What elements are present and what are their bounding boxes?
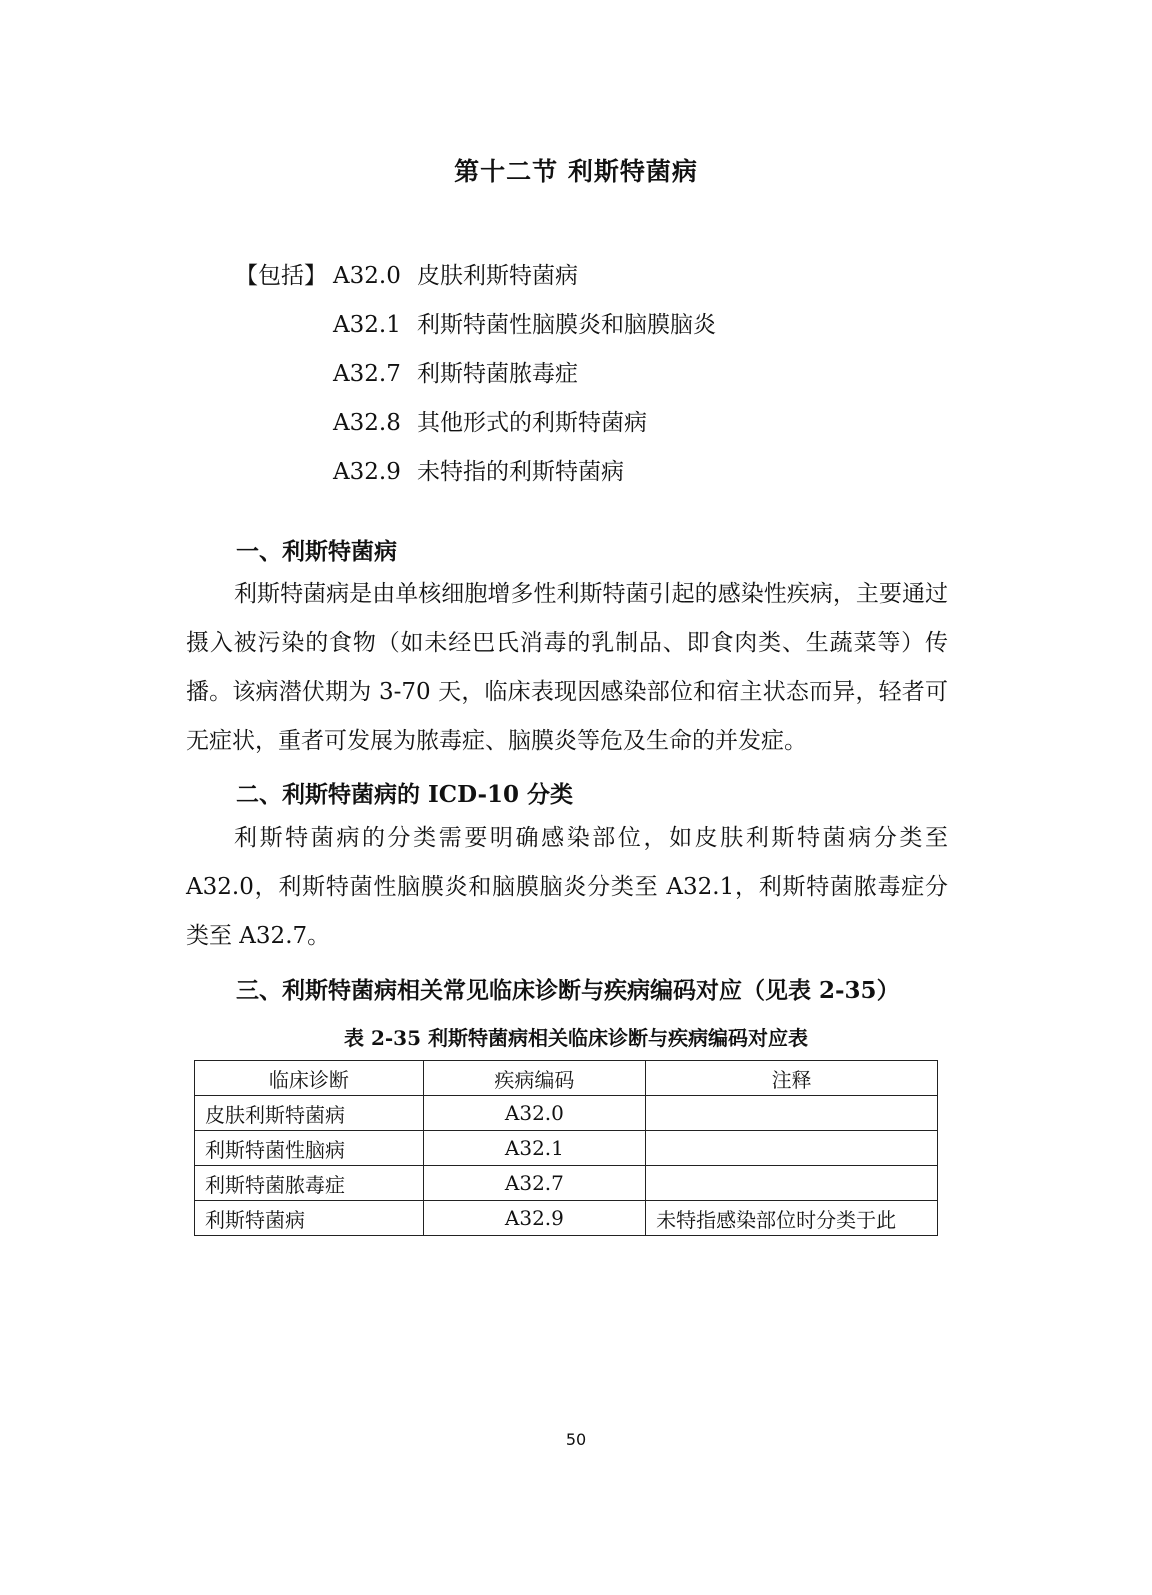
includes-name: 利斯特菌性脑膜炎和脑膜脑炎 (417, 312, 716, 338)
table-cell-note (646, 1166, 938, 1201)
table-cell-code: A32.7 (423, 1166, 645, 1201)
table-cell-code: A32.1 (423, 1131, 645, 1166)
includes-code: A32.0 (333, 263, 401, 289)
table-row (195, 1166, 938, 1201)
includes-code: A32.7 (333, 361, 401, 387)
table-cell-note (646, 1131, 938, 1166)
table-row (195, 1131, 938, 1166)
table-header-row (195, 1061, 938, 1096)
includes-code: A32.1 (333, 312, 401, 338)
table-row (195, 1201, 938, 1236)
includes-name: 利斯特菌脓毒症 (417, 361, 578, 387)
table-row (195, 1096, 938, 1131)
table-cell-code: A32.0 (423, 1096, 645, 1131)
section-heading-2: 二、利斯特菌病的 ICD-10 分类 (236, 781, 574, 808)
includes-item (235, 448, 716, 497)
section-heading-3: 三、利斯特菌病相关常见临床诊断与疾病编码对应（见表 2-35） (236, 977, 900, 1004)
section-paragraph-1: 利斯特菌病是由单核细胞增多性利斯特菌引起的感染性疾病，主要通过摄入被污染的食物（如未经巴氏消毒的乳制品、即食肉类、生蔬菜等）传播。该病潜伏期为 3-70 天，临床表现因感染部位和宿主状态而异，轻者可无症状，重者可发展为脓毒症、脑膜炎等危及生命的并发症。 (186, 581, 948, 754)
includes-name: 未特指的利斯特菌病 (417, 459, 624, 485)
section-title: 第十二节 利斯特菌病 (454, 157, 698, 186)
table-cell-note: 未特指感染部位时分类于此 (646, 1201, 938, 1236)
table-header-note: 注释 (646, 1061, 938, 1096)
includes-list (235, 252, 716, 497)
page-number: 50 (565, 1430, 587, 1449)
includes-code: A32.8 (333, 410, 401, 436)
section-heading-1: 一、利斯特菌病 (236, 538, 397, 565)
table-cell-diagnosis: 利斯特菌病 (195, 1201, 424, 1236)
includes-name: 皮肤利斯特菌病 (417, 263, 578, 289)
includes-code: A32.9 (333, 459, 401, 485)
includes-item (235, 399, 716, 448)
includes-item (235, 252, 716, 301)
includes-item (235, 350, 716, 399)
section-paragraph-2: 利斯特菌病的分类需要明确感染部位，如皮肤利斯特菌病分类至 A32.0，利斯特菌性脑膜炎和脑膜脑炎分类至 A32.1，利斯特菌脓毒症分类至 A32.7。 (186, 825, 948, 949)
includes-item (235, 301, 716, 350)
table-cell-diagnosis: 利斯特菌性脑病 (195, 1131, 424, 1166)
table-cell-code: A32.9 (423, 1201, 645, 1236)
includes-label: 【包括】 (235, 263, 327, 289)
diagnosis-code-table (194, 1060, 938, 1236)
table-cell-note (646, 1096, 938, 1131)
table-header-diagnosis: 临床诊断 (195, 1061, 424, 1096)
table-cell-diagnosis: 皮肤利斯特菌病 (195, 1096, 424, 1131)
table-cell-diagnosis: 利斯特菌脓毒症 (195, 1166, 424, 1201)
table-caption: 表 2-35 利斯特菌病相关临床诊断与疾病编码对应表 (344, 1026, 808, 1050)
includes-name: 其他形式的利斯特菌病 (417, 410, 647, 436)
table-header-code: 疾病编码 (423, 1061, 645, 1096)
